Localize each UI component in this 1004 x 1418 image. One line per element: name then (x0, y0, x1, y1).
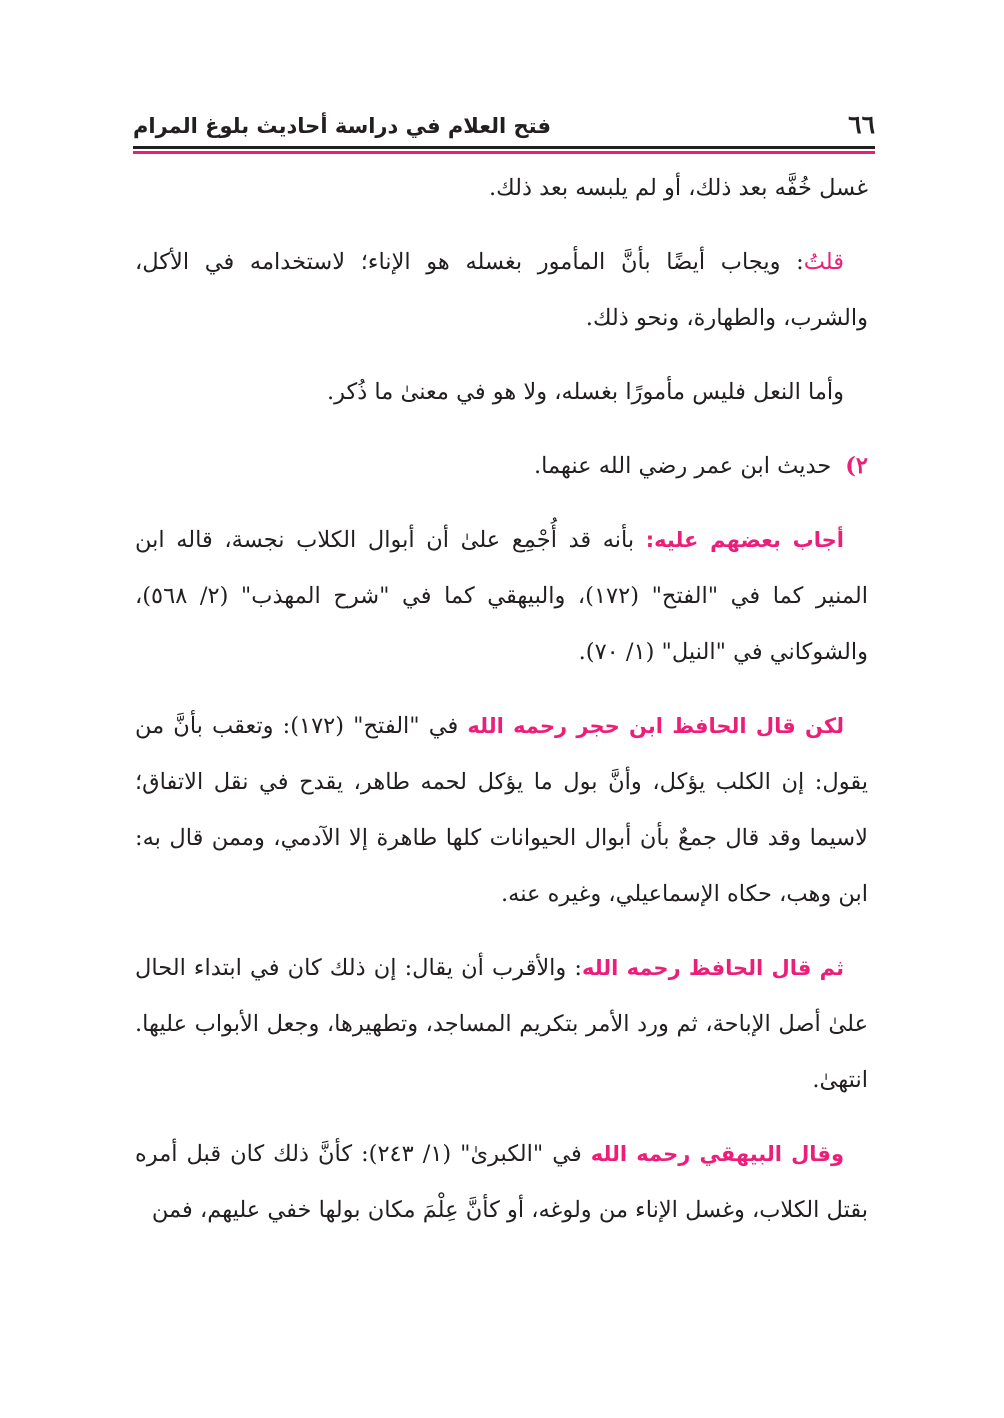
page-number: ٦٦ (848, 110, 875, 139)
paragraph-5-text: بأنه قد أُجْمِع علىٰ أن أبوال الكلاب نجسة، قاله ابن المنير كما في "الفتح" (١٧٢)، والبيهقي كما في "شرح المهذب" (٢/ ٥٦٨)، والشوكاني في "النيل" (١/ ٧٠). (135, 527, 868, 665)
paragraph-3 (135, 364, 868, 420)
paragraph-1-text: غسل خُفَّه بعد ذلك، أو لم يلبسه بعد ذلك. (489, 175, 868, 201)
paragraph-7 (135, 940, 868, 1108)
paragraph-4-text: حديث ابن عمر رضي الله عنهما. (533, 453, 832, 479)
body-text (135, 160, 868, 1256)
header-rule-pink (133, 151, 875, 154)
paragraph-6-lead: لكن قال الحافظ ابن حجر رحمه الله (467, 714, 844, 738)
item-number: ٢) (845, 453, 868, 479)
running-title: فتح العلام في دراسة أحاديث بلوغ المرام (133, 114, 551, 138)
paragraph-7-lead: ثم قال الحافظ رحمه الله (581, 956, 844, 980)
page-header (133, 108, 875, 144)
paragraph-2-text: : ويجاب أيضًا بأنَّ المأمور بغسله هو الإناء؛ لاستخدامه في الأكل، والشرب، والطهارة، ونحو ذلك. (135, 249, 868, 331)
paragraph-7-text: : والأقرب أن يقال: إن ذلك كان في ابتداء الحال علىٰ أصل الإباحة، ثم ورد الأمر بتكريم المساجد، وتطهيرها، وجعل الأبواب عليها. انتهىٰ. (135, 955, 868, 1093)
paragraph-3-text: وأما النعل فليس مأمورًا بغسله، ولا هو في معنىٰ ما ذُكر. (326, 379, 844, 405)
paragraph-1 (135, 160, 868, 216)
paragraph-8-text: في "الكبرىٰ" (١/ ٢٤٣): كأنَّ ذلك كان قبل أمره بقتل الكلاب، وغسل الإناء من ولوغه، أو كأنَّ عِلْمَ مكان بولها خفي عليهم، فمن (135, 1141, 868, 1223)
paragraph-2-lead: قلتُ (803, 249, 844, 275)
paragraph-4-item (135, 438, 868, 494)
paragraph-2 (135, 234, 868, 346)
paragraph-8 (135, 1126, 868, 1238)
paragraph-6 (135, 698, 868, 922)
paragraph-6-text: في "الفتح" (١٧٢): وتعقب بأنَّ من يقول: إن الكلب يؤكل، وأنَّ بول ما يؤكل لحمه طاهر، يقدح في نقل الاتفاق؛ لاسيما وقد قال جمعٌ بأن أبوال الحيوانات كلها طاهرة إلا الآدمي، وممن قال به: ابن وهب، حكاه الإسماعيلي، وغيره عنه. (135, 713, 868, 907)
header-rule-black (133, 146, 875, 149)
paragraph-5 (135, 512, 868, 680)
paragraph-5-lead: أجاب بعضهم عليه: (645, 528, 845, 552)
paragraph-8-lead: وقال البيهقي رحمه الله (590, 1142, 844, 1166)
